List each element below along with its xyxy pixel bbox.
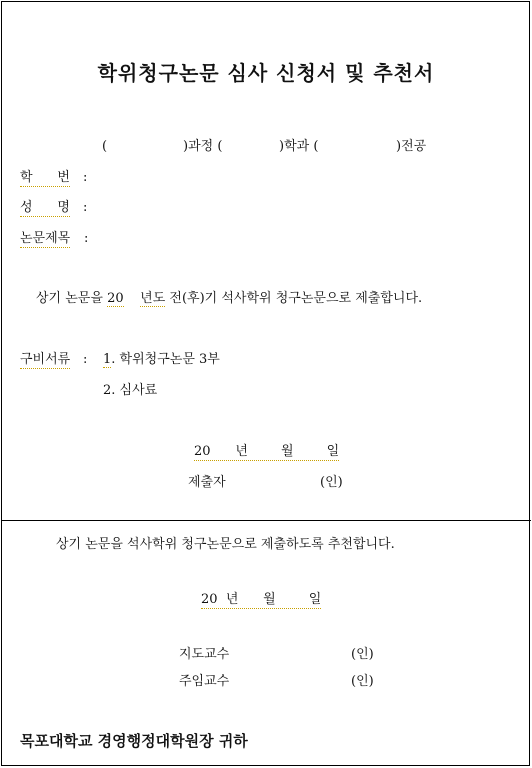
chief-professor-label: 주임교수: [179, 674, 230, 689]
advisor-seal: (인): [351, 647, 374, 662]
documents-label: 구비서류: [20, 352, 71, 367]
form-title: 학위청구논문 심사 신청서 및 추천서: [97, 61, 435, 85]
form-border: [1, 1, 530, 766]
submitter-label: 제출자: [188, 475, 226, 490]
documents-item-1: 1. 학위청구논문 3부: [103, 352, 220, 367]
thesis-title-colon: :: [84, 231, 89, 246]
student-id-colon: :: [83, 170, 88, 185]
department-label: )학과 (: [279, 139, 319, 154]
recommendation-statement: 상기 논문을 석사학위 청구논문으로 제출하도록 추천합니다.: [56, 537, 395, 552]
submitter-seal: (인): [320, 475, 343, 490]
advisor-label: 지도교수: [179, 647, 230, 662]
documents-colon: :: [83, 352, 88, 367]
submit-date: 20 년 월 일: [194, 444, 340, 459]
submission-statement: 상기 논문을 20 년도 전(후)기 석사학위 청구논문으로 제출합니다.: [36, 291, 423, 306]
name-label: 성 명: [20, 200, 70, 215]
name-colon: :: [83, 200, 88, 215]
course-open-paren: (: [102, 139, 108, 154]
student-id-label: 학 번: [20, 170, 70, 185]
recommendation-date: 20 년 월 일: [201, 592, 322, 607]
addressee: 목포대학교 경영행정대학원장 귀하: [20, 732, 248, 750]
thesis-title-label: 논문제목: [20, 231, 71, 246]
section-divider: [1, 520, 531, 521]
documents-item-2: 2. 심사료: [103, 383, 158, 398]
chief-professor-seal: (인): [351, 674, 374, 689]
course-label: )과정 (: [183, 139, 223, 154]
major-label: )전공: [396, 139, 427, 154]
